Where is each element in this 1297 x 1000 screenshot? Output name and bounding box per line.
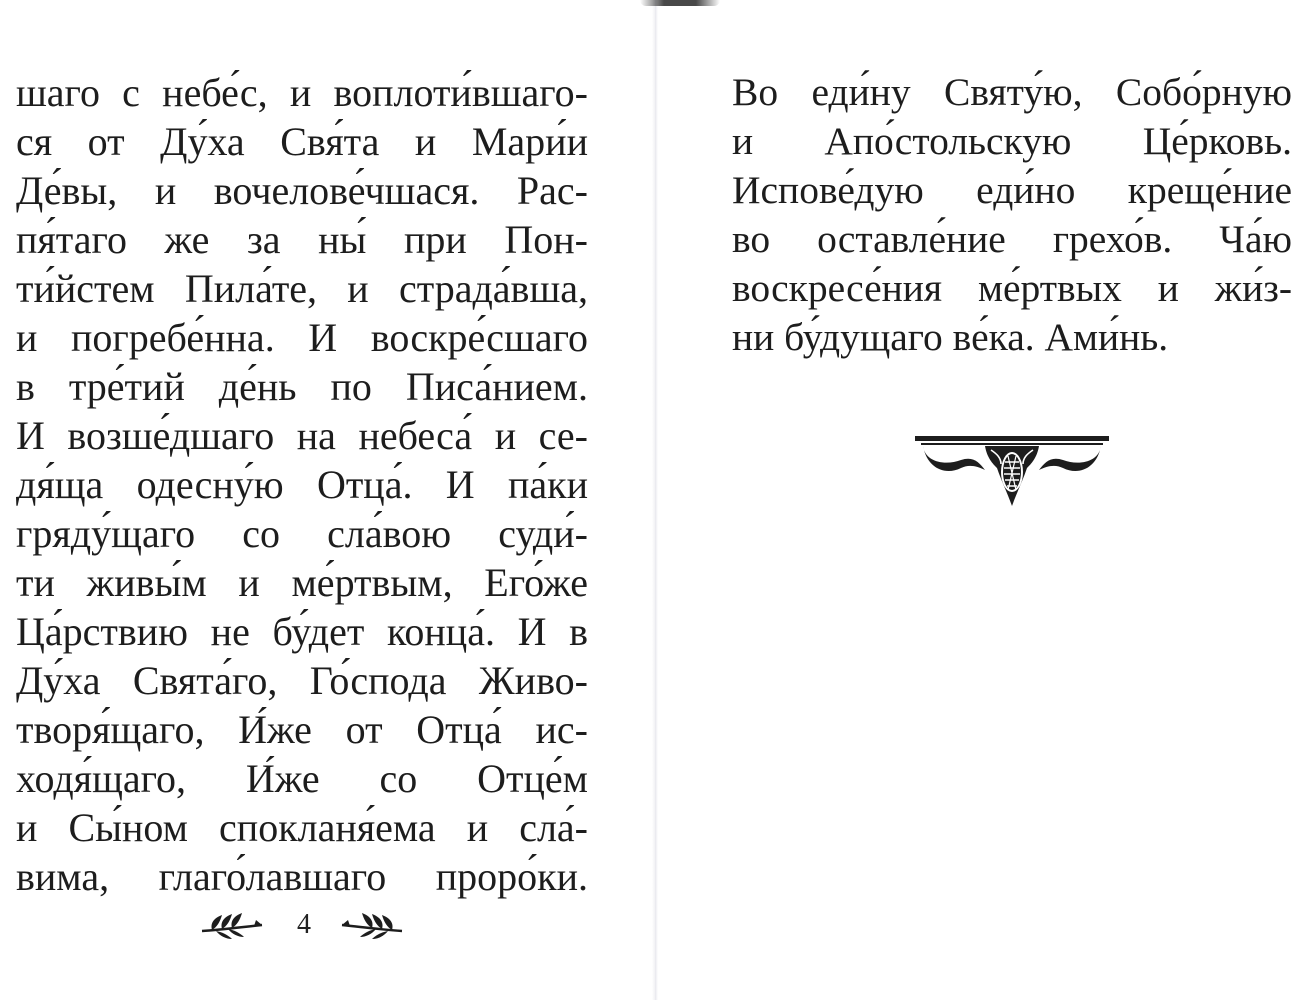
text-line: Де́вы, и вочелове́чшася. Рас- — [16, 168, 588, 213]
text-line: Испове́дую еди́но креще́ние — [732, 168, 1292, 212]
text-line: Ца́рствию не бу́дет конца́. И в — [16, 609, 588, 654]
text-line: ти живы́м и ме́ртвым, Его́же — [16, 560, 588, 605]
text-line: ся от Ду́ха Свя́та и Мари́и — [16, 119, 588, 164]
text-line: творя́щаго, И́же от Отца́ ис- — [16, 707, 588, 752]
page-number-folio — [200, 905, 410, 949]
text-line: воскресе́ния ме́ртвых и жи́з- — [732, 266, 1292, 310]
text-line: дя́ща одесну́ю Отца́. И па́ки — [16, 462, 588, 507]
book-gutter — [652, 0, 658, 1000]
text-line: Во еди́ну Святу́ю, Собо́рную — [732, 70, 1292, 114]
text-line: шаго с небе́с, и воплоти́вшаго- — [16, 70, 588, 115]
floral-tailpiece-ornament — [915, 432, 1109, 508]
text-line: во оставле́ние грехо́в. Ча́ю — [732, 217, 1292, 261]
left-page-text — [16, 68, 588, 901]
leaf-sprig-icon — [340, 911, 404, 941]
page-number: 4 — [297, 909, 311, 940]
text-line: И возше́дшаго на небеса́ и се- — [16, 413, 588, 458]
text-line: гряду́щаго со сла́вою суди́- — [16, 511, 588, 556]
text-line: ходя́щаго, И́же со Отце́м — [16, 756, 588, 801]
leaf-sprig-icon — [200, 911, 264, 941]
text-line: и Сы́ном спокланя́ема и сла́- — [16, 805, 588, 850]
text-line: вима, глаго́лавшаго проро́ки. — [16, 854, 588, 899]
text-line: и Апо́стольскую Це́рковь. — [732, 119, 1292, 163]
text-line: и погребе́нна. И воскре́сшаго — [16, 315, 588, 360]
right-page-text — [732, 68, 1292, 362]
text-line: ти́йстем Пила́те, и страда́вша, — [16, 266, 588, 311]
text-line: ни бу́дущаго ве́ка. Ами́нь. — [732, 315, 1169, 359]
text-line: пя́таго же за ны́ при Пон- — [16, 217, 588, 262]
text-line: в тре́тий де́нь по Писа́нием. — [16, 364, 588, 409]
binding-shadow — [640, 0, 720, 6]
text-line: Ду́ха Свята́го, Го́спода Живо- — [16, 658, 588, 703]
